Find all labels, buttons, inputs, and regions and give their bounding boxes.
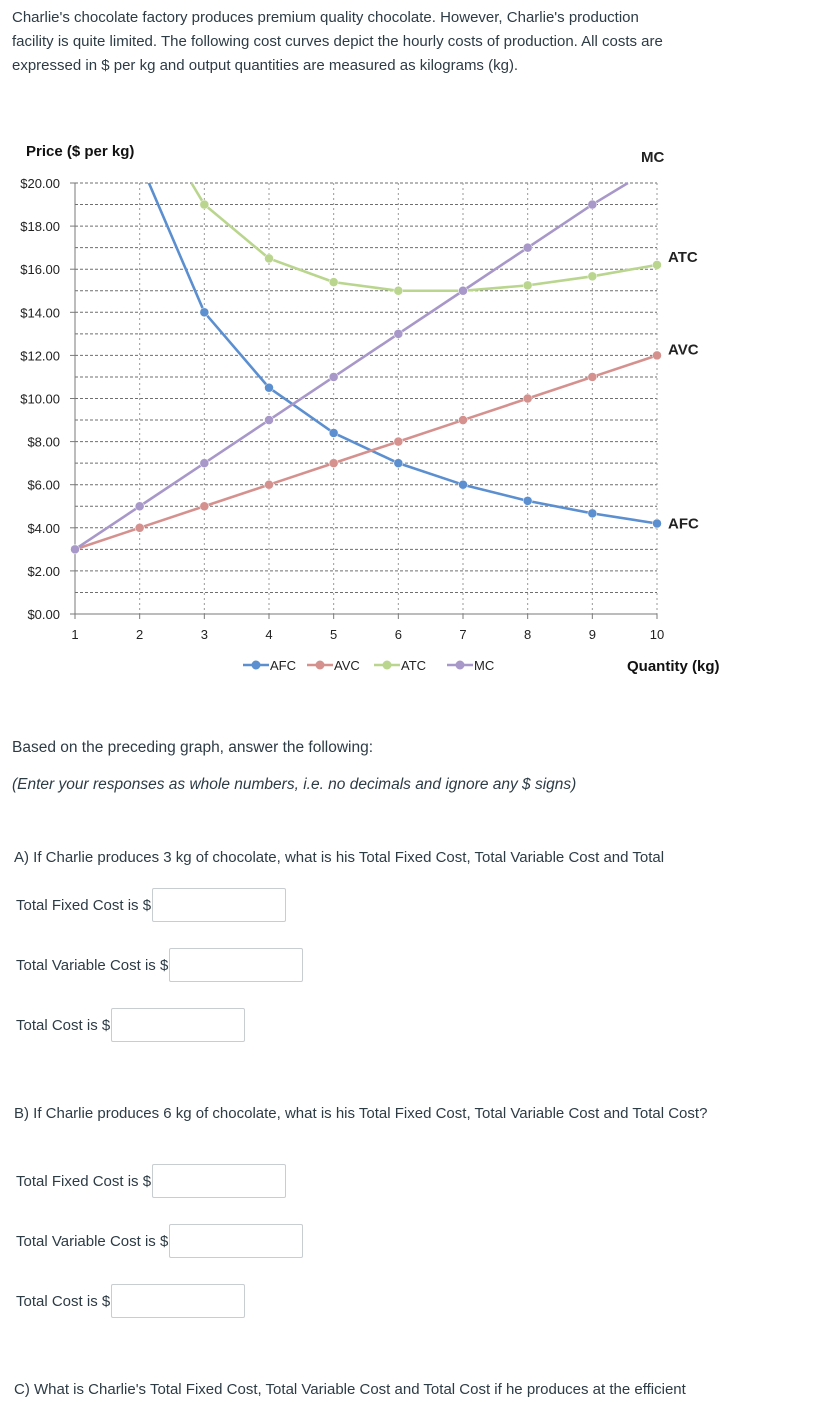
avc-point (394, 437, 403, 446)
afc-point (394, 459, 403, 468)
afc-point (523, 496, 532, 505)
legend-atc-label: ATC (401, 658, 427, 673)
question-a-tfc-row (16, 888, 286, 922)
y-tick-label: $10.00 (20, 391, 60, 407)
mc-point (329, 372, 338, 381)
x-tick-label: 9 (588, 627, 596, 642)
problem-intro (12, 6, 724, 78)
avc-point (200, 502, 209, 511)
avc-line (75, 355, 657, 549)
instructions-note: (Enter your responses as whole numbers, i.e. no decimals and ignore any $ signs) (12, 776, 577, 793)
mc-line (75, 183, 628, 549)
intro-line-1: Charlie's chocolate factory produces premium quality chocolate. However, Charlie's production (12, 9, 639, 26)
y-tick-label: $0.00 (27, 607, 60, 622)
afc-line (149, 183, 657, 523)
intro-line-2: facility is quite limited. The following cost curves depict the hourly costs of production. All costs are (12, 33, 663, 50)
legend-afc-marker (252, 661, 261, 670)
question-c-text: C) What is Charlie's Total Fixed Cost, Total Variable Cost and Total Cost if he produces at the efficient (14, 1381, 686, 1398)
question-a-tvc-input[interactable] (169, 948, 303, 982)
cost-curves-chart (0, 130, 824, 690)
atc-point (394, 286, 403, 295)
legend-mc-label: MC (474, 658, 495, 673)
y-tick-label: $20.00 (20, 176, 60, 191)
tfc-label: Total Fixed Cost is $ (16, 1172, 152, 1190)
avc-point (588, 372, 597, 381)
avc-point (523, 394, 532, 403)
afc-point (588, 509, 597, 518)
atc-point (588, 272, 597, 281)
y-tick-label: $16.00 (20, 262, 60, 278)
x-tick-label: 5 (330, 627, 338, 642)
y-tick-label: $12.00 (20, 348, 60, 364)
question-a-tfc-input[interactable] (152, 888, 286, 922)
tc-label: Total Cost is $ (16, 1016, 111, 1034)
avc-point (459, 416, 468, 425)
y-tick-label: $4.00 (27, 520, 60, 536)
question-a-tvc-row (16, 948, 303, 982)
mc-point (459, 286, 468, 295)
afc-point (653, 519, 662, 528)
instructions-text: Based on the preceding graph, answer the following: (12, 739, 374, 756)
mc-point (71, 545, 80, 554)
question-b-text: B) If Charlie produces 6 kg of chocolate, what is his Total Fixed Cost, Total Variable Cost and Total Cost? (14, 1105, 708, 1122)
mc-point (265, 416, 274, 425)
x-tick-label: 3 (200, 627, 208, 642)
afc-point (459, 480, 468, 489)
afc-end-label: AFC (668, 515, 699, 533)
question-b-tvc-row (16, 1224, 303, 1258)
legend-avc-label: AVC (334, 658, 360, 673)
x-tick-label: 10 (649, 627, 665, 642)
mc-point (588, 200, 597, 209)
avc-end-label: AVC (668, 341, 699, 359)
tfc-label: Total Fixed Cost is $ (16, 896, 152, 914)
atc-point (523, 281, 532, 290)
x-tick-label: 6 (394, 627, 402, 642)
mc-point (135, 502, 144, 511)
atc-point (329, 278, 338, 287)
atc-point (653, 260, 662, 269)
question-a-tc-input[interactable] (111, 1008, 245, 1042)
avc-point (329, 459, 338, 468)
question-b-tc-row (16, 1284, 245, 1318)
atc-point (200, 200, 209, 209)
afc-point (265, 383, 274, 392)
tvc-label: Total Variable Cost is $ (16, 956, 169, 974)
y-axis-title: Price ($ per kg) (26, 143, 135, 160)
question-b-tc-input[interactable] (111, 1284, 245, 1318)
avc-point (135, 523, 144, 532)
chart-legend (243, 658, 494, 673)
question-b-tfc-input[interactable] (152, 1164, 286, 1198)
x-tick-label: 2 (136, 627, 144, 642)
atc-end-label: ATC (668, 248, 698, 266)
tvc-label: Total Variable Cost is $ (16, 1232, 169, 1250)
atc-line (191, 183, 657, 291)
mc-point (394, 329, 403, 338)
afc-point (200, 308, 209, 317)
y-tick-label: $14.00 (20, 305, 60, 321)
y-tick-label: $2.00 (27, 563, 60, 579)
tc-label: Total Cost is $ (16, 1292, 111, 1310)
x-tick-label: 4 (265, 627, 273, 642)
question-a-text: A) If Charlie produces 3 kg of chocolate, what is his Total Fixed Cost, Total Variable Cost and Total (14, 849, 665, 866)
legend-mc-marker (456, 661, 465, 670)
mc-point (200, 459, 209, 468)
question-b-tvc-input[interactable] (169, 1224, 303, 1258)
y-tick-label: $18.00 (20, 219, 60, 235)
x-tick-label: 1 (71, 627, 79, 642)
atc-point (265, 254, 274, 263)
mc-point (523, 243, 532, 252)
avc-point (653, 351, 662, 360)
legend-avc-marker (316, 661, 325, 670)
avc-point (265, 480, 274, 489)
legend-afc-label: AFC (270, 658, 296, 673)
afc-point (329, 428, 338, 437)
legend-atc-marker (383, 661, 392, 670)
intro-line-3: expressed in $ per kg and output quantities are measured as kilograms (kg). (12, 57, 519, 74)
x-axis-title: Quantity (kg) (627, 658, 720, 675)
mc-end-label: MC (641, 149, 665, 166)
x-tick-label: 8 (524, 627, 532, 642)
x-tick-label: 7 (459, 627, 467, 642)
question-b-tfc-row (16, 1164, 286, 1198)
question-a-tc-row (16, 1008, 245, 1042)
y-tick-label: $8.00 (27, 434, 60, 450)
y-tick-label: $6.00 (27, 477, 60, 493)
